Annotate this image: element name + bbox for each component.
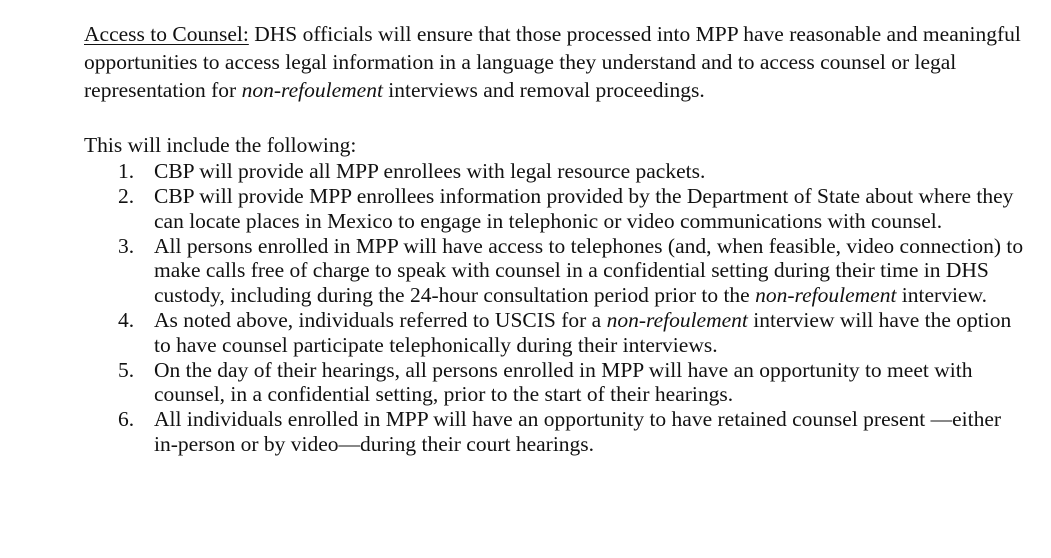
list-item bbox=[0, 407, 1024, 457]
paragraph-text-1: DHS officials will ensure that those processed into MPP have reasonable and meaningful opportunities to access legal information in a language they understand and to access counsel or legal representation for bbox=[84, 22, 1021, 102]
list-item-number: 5. bbox=[118, 357, 135, 382]
paragraph-italic-term: non-refoulement bbox=[241, 78, 383, 102]
list-item bbox=[0, 358, 1024, 408]
list-item-number: 4. bbox=[118, 308, 135, 333]
section-heading: Access to Counsel: bbox=[84, 22, 249, 46]
list-item-text: All individuals enrolled in MPP will have an opportunity to have retained counsel present —either in-person or by video—during their court hearings. bbox=[154, 407, 1002, 457]
list-item bbox=[0, 234, 1024, 308]
list-intro: This will include the following: bbox=[84, 133, 357, 157]
list-item-text: As noted above, individuals referred to USCIS for a bbox=[154, 308, 607, 333]
list-item bbox=[0, 308, 1024, 358]
paragraph-text-2: interviews and removal proceedings. bbox=[382, 78, 705, 102]
list-item-number: 1. bbox=[118, 159, 135, 183]
list-item bbox=[0, 184, 1024, 234]
measures-list bbox=[0, 159, 1040, 457]
list-item-text: All persons enrolled in MPP will have access to telephones (and, when feasible, video connection) to make calls free of charge to speak with counsel in a confidential setting during their time in DHS custody, including during the 24-hour consultation period prior to the bbox=[154, 233, 1024, 308]
access-to-counsel-paragraph bbox=[84, 20, 1034, 104]
list-item-number: 3. bbox=[118, 233, 135, 258]
list-item-number: 2. bbox=[118, 184, 135, 209]
list-item-text-end: interview. bbox=[896, 283, 987, 308]
list-item-number: 6. bbox=[118, 407, 135, 432]
list-item-italic-term: non-refoulement bbox=[755, 283, 897, 308]
list-item-text: On the day of their hearings, all persons enrolled in MPP will have an opportunity to meet with counsel, in a confidential setting, prior to the start of their hearings. bbox=[154, 357, 973, 407]
list-item-text: CBP will provide MPP enrollees information provided by the Department of State about where they can locate places in Mexico to engage in telephonic or video communications with counsel. bbox=[154, 184, 1014, 233]
list-item-text-end: interview will have the option to have counsel participate telephonically during their interviews. bbox=[154, 308, 1012, 357]
list-item-italic-term: non-refoulement bbox=[606, 308, 748, 333]
list-item bbox=[0, 159, 1024, 184]
list-item-text: CBP will provide all MPP enrollees with legal resource packets. bbox=[154, 159, 706, 183]
